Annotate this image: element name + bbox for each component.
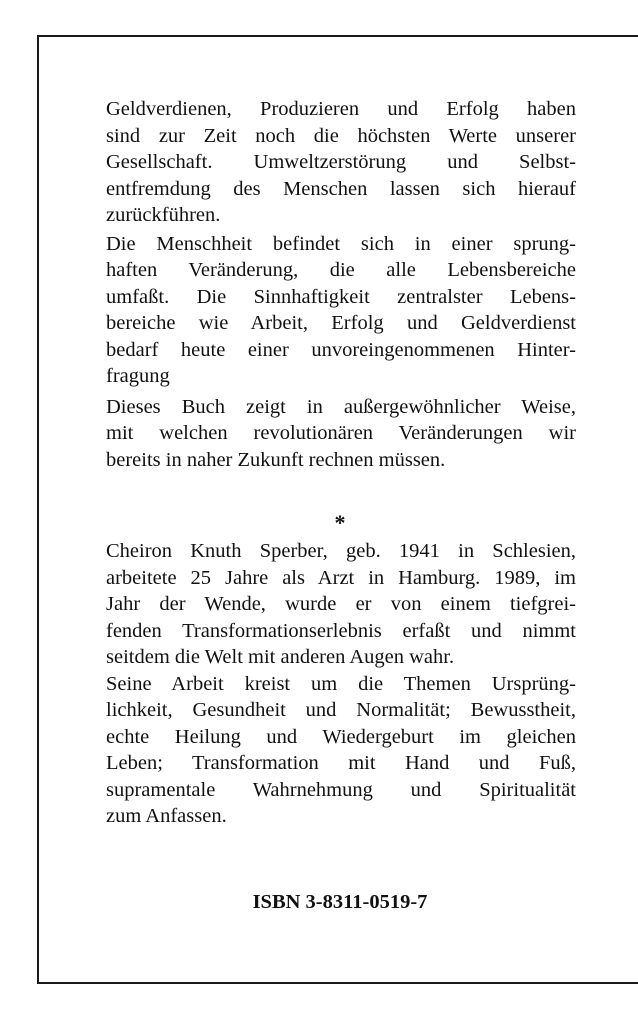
text-line: Geldverdienen, Produzieren und Erfolg haben	[106, 98, 576, 120]
blurb-paragraph	[106, 96, 576, 229]
text-line: bereits in naher Zukunft rechnen müssen.	[106, 448, 446, 471]
text-line: seitdem die Welt mit anderen Augen wahr.	[106, 646, 455, 668]
blurb-paragraph	[106, 231, 576, 390]
book-blurb	[106, 96, 576, 473]
text-line: Gesellschaft. Umweltzerstörung und Selbst-	[106, 151, 576, 173]
text-line: zurückführen.	[106, 204, 221, 226]
text-line: echte Heilung und Wiedergeburt im gleichen	[106, 725, 576, 748]
text-line: Jahr der Wende, wurde er von einem tiefgrei-	[106, 593, 576, 615]
text-line: fenden Transformationserlebnis erfaßt und nimmt	[106, 619, 576, 642]
text-line: sind zur Zeit noch die höchsten Werte unserer	[106, 124, 576, 147]
text-line: Die Menschheit befindet sich in einer sprung-	[106, 232, 576, 255]
text-line: Leben; Transformation mit Hand und Fuß,	[106, 752, 576, 774]
bio-paragraph	[106, 538, 576, 671]
text-line: zum Anfassen.	[106, 805, 227, 827]
text-line: bedarf heute einer unvoreingenommenen Hinter-	[106, 338, 576, 361]
isbn-number: ISBN 3-8311-0519-7	[252, 891, 428, 913]
text-line: Dieses Buch zeigt in außergewöhnlicher Weise,	[106, 395, 576, 418]
text-line: Cheiron Knuth Sperber, geb. 1941 in Schlesien,	[106, 540, 576, 562]
text-line: mit welchen revolutionären Veränderungen wir	[106, 422, 576, 444]
author-bio	[106, 538, 576, 830]
text-line: entfremdung des Menschen lassen sich hierauf	[106, 177, 576, 200]
text-line: umfaßt. Die Sinnhaftigkeit zentralster Lebens-	[106, 285, 576, 308]
text-line: Seine Arbeit kreist um die Themen Ursprüng-	[106, 672, 576, 695]
text-line: arbeitete 25 Jahre als Arzt in Hamburg. 1989, im	[106, 566, 576, 589]
bio-paragraph	[106, 671, 576, 830]
text-line: lichkeit, Gesundheit und Normalität; Bewusstheit,	[106, 699, 576, 721]
text-line: supramentale Wahrnehmung und Spiritualität	[106, 778, 576, 801]
text-line: bereiche wie Arbeit, Erfolg und Geldverdienst	[106, 312, 576, 334]
section-separator: *	[334, 510, 346, 535]
blurb-paragraph	[106, 394, 576, 474]
text-line: haften Veränderung, die alle Lebensbereiche	[106, 259, 576, 281]
text-line: fragung	[106, 365, 170, 387]
